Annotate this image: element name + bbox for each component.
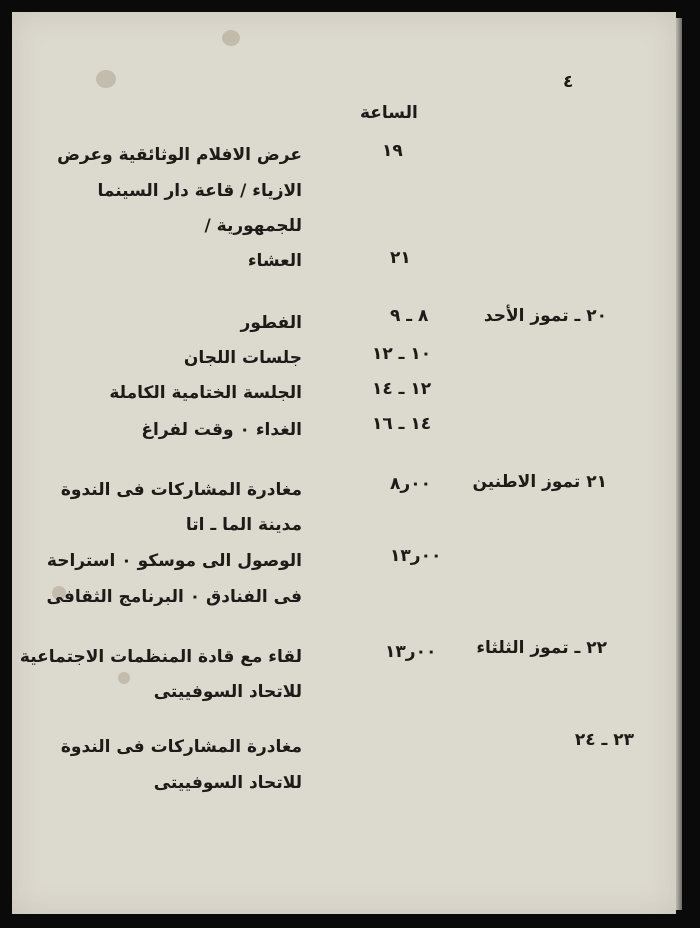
time-column-header: الساعة [360,103,418,123]
stain [96,70,116,88]
activity-line: جلسات اللجان [183,348,302,368]
activity-line: للجمهورية / [204,216,302,236]
activity-line: مغادرة المشاركات فى الندوة [60,480,302,500]
activity-line: العشاء [247,251,302,271]
activity-line: لقاء مع قادة المنظمات الاجتماعية [19,647,302,667]
activity-line: الجلسة الختامية الكاملة [109,383,302,403]
activity-line: عرض الافلام الوثائقية وعرض [57,145,302,165]
date-cell: ٢٢ ـ تموز الثلثاء [476,638,607,658]
time-cell: ١٩ [382,141,403,161]
page-edge [676,18,682,910]
stain [118,672,130,684]
activity-line: الغداء ٠ وقت لفراغ [141,420,302,440]
time-cell: ٠٠ر٨ [390,474,431,494]
activity-line: للاتحاد السوفييتى [153,682,302,702]
time-cell: ١٤ ـ ١٦ [372,414,432,434]
time-cell: ١٠ ـ ١٢ [372,344,432,364]
time-cell: ٠٠ر١٣ [385,642,437,662]
page-number: ٤ [563,72,574,92]
activity-line: الازياء / قاعة دار السينما [97,181,302,201]
time-cell: ٢١ [390,248,411,268]
date-cell: ٢٠ ـ تموز الأحد [483,306,607,326]
date-cell: ٢١ تموز الاطنين [472,472,607,492]
date-cell: ٢٣ ـ ٢٤ [574,730,634,750]
activity-line: مدينة الما ـ اتا [185,515,302,535]
time-cell: ١٢ ـ ١٤ [372,379,432,399]
activity-line: الفطور [240,313,302,333]
activity-line: مغادرة المشاركات فى الندوة [60,737,302,757]
stain [222,30,240,46]
time-cell: ٨ ـ ٩ [390,306,429,326]
time-cell: ٠٠ر١٣ [390,546,442,566]
activity-line: للاتحاد السوفييتى [153,773,302,793]
activity-line: الوصول الى موسكو ٠ استراحة [46,551,302,571]
activity-line: فى الفنادق ٠ البرنامج الثقافى [46,587,302,607]
